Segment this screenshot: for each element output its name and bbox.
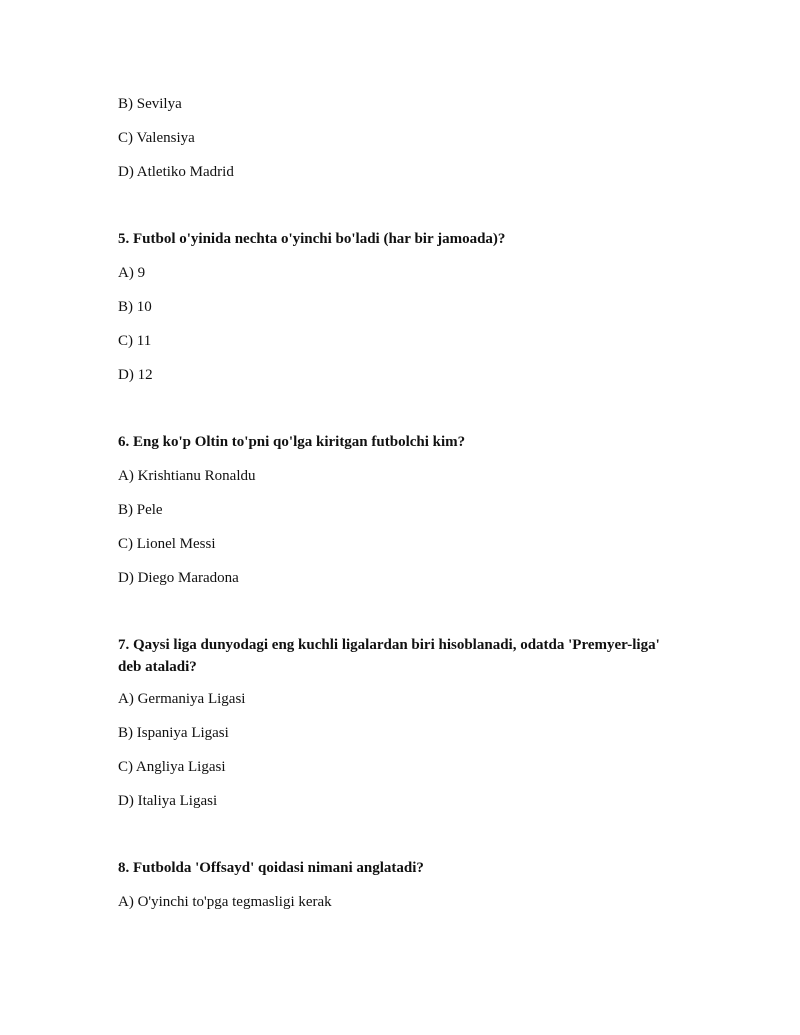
option-text: A) Krishtianu Ronaldu (118, 468, 256, 484)
option-text: B) 10 (118, 299, 152, 315)
option-text: C) 11 (118, 333, 152, 349)
question-heading: 5. Futbol o'yinida nechta o'yinchi bo'ladi (har bir jamoada)? (118, 231, 506, 247)
option-text: C) Angliya Ligasi (118, 759, 226, 775)
option-text: D) 12 (118, 367, 153, 383)
option-text: A) O'yinchi to'pga tegmasligi kerak (118, 894, 332, 910)
option-text: D) Italiya Ligasi (118, 793, 218, 809)
question-heading: 8. Futbolda 'Offsayd' qoidasi nimani anglatadi? (118, 860, 424, 876)
option-text: A) 9 (118, 265, 146, 281)
option-text: D) Atletiko Madrid (118, 164, 234, 180)
option-text: D) Diego Maradona (118, 570, 239, 586)
option-text: B) Ispaniya Ligasi (118, 725, 229, 741)
option-text: C) Valensiya (118, 130, 195, 146)
option-text: B) Sevilya (118, 96, 182, 112)
question-heading: 7. Qaysi liga dunyodagi eng kuchli ligalardan biri hisoblanadi, odatda 'Premyer-liga' deb ataladi? (118, 637, 660, 675)
option-text: A) Germaniya Ligasi (118, 691, 246, 707)
option-text: C) Lionel Messi (118, 536, 216, 552)
question-heading: 6. Eng ko'p Oltin to'pni qo'lga kiritgan futbolchi kim? (118, 434, 466, 450)
option-text: B) Pele (118, 502, 163, 518)
